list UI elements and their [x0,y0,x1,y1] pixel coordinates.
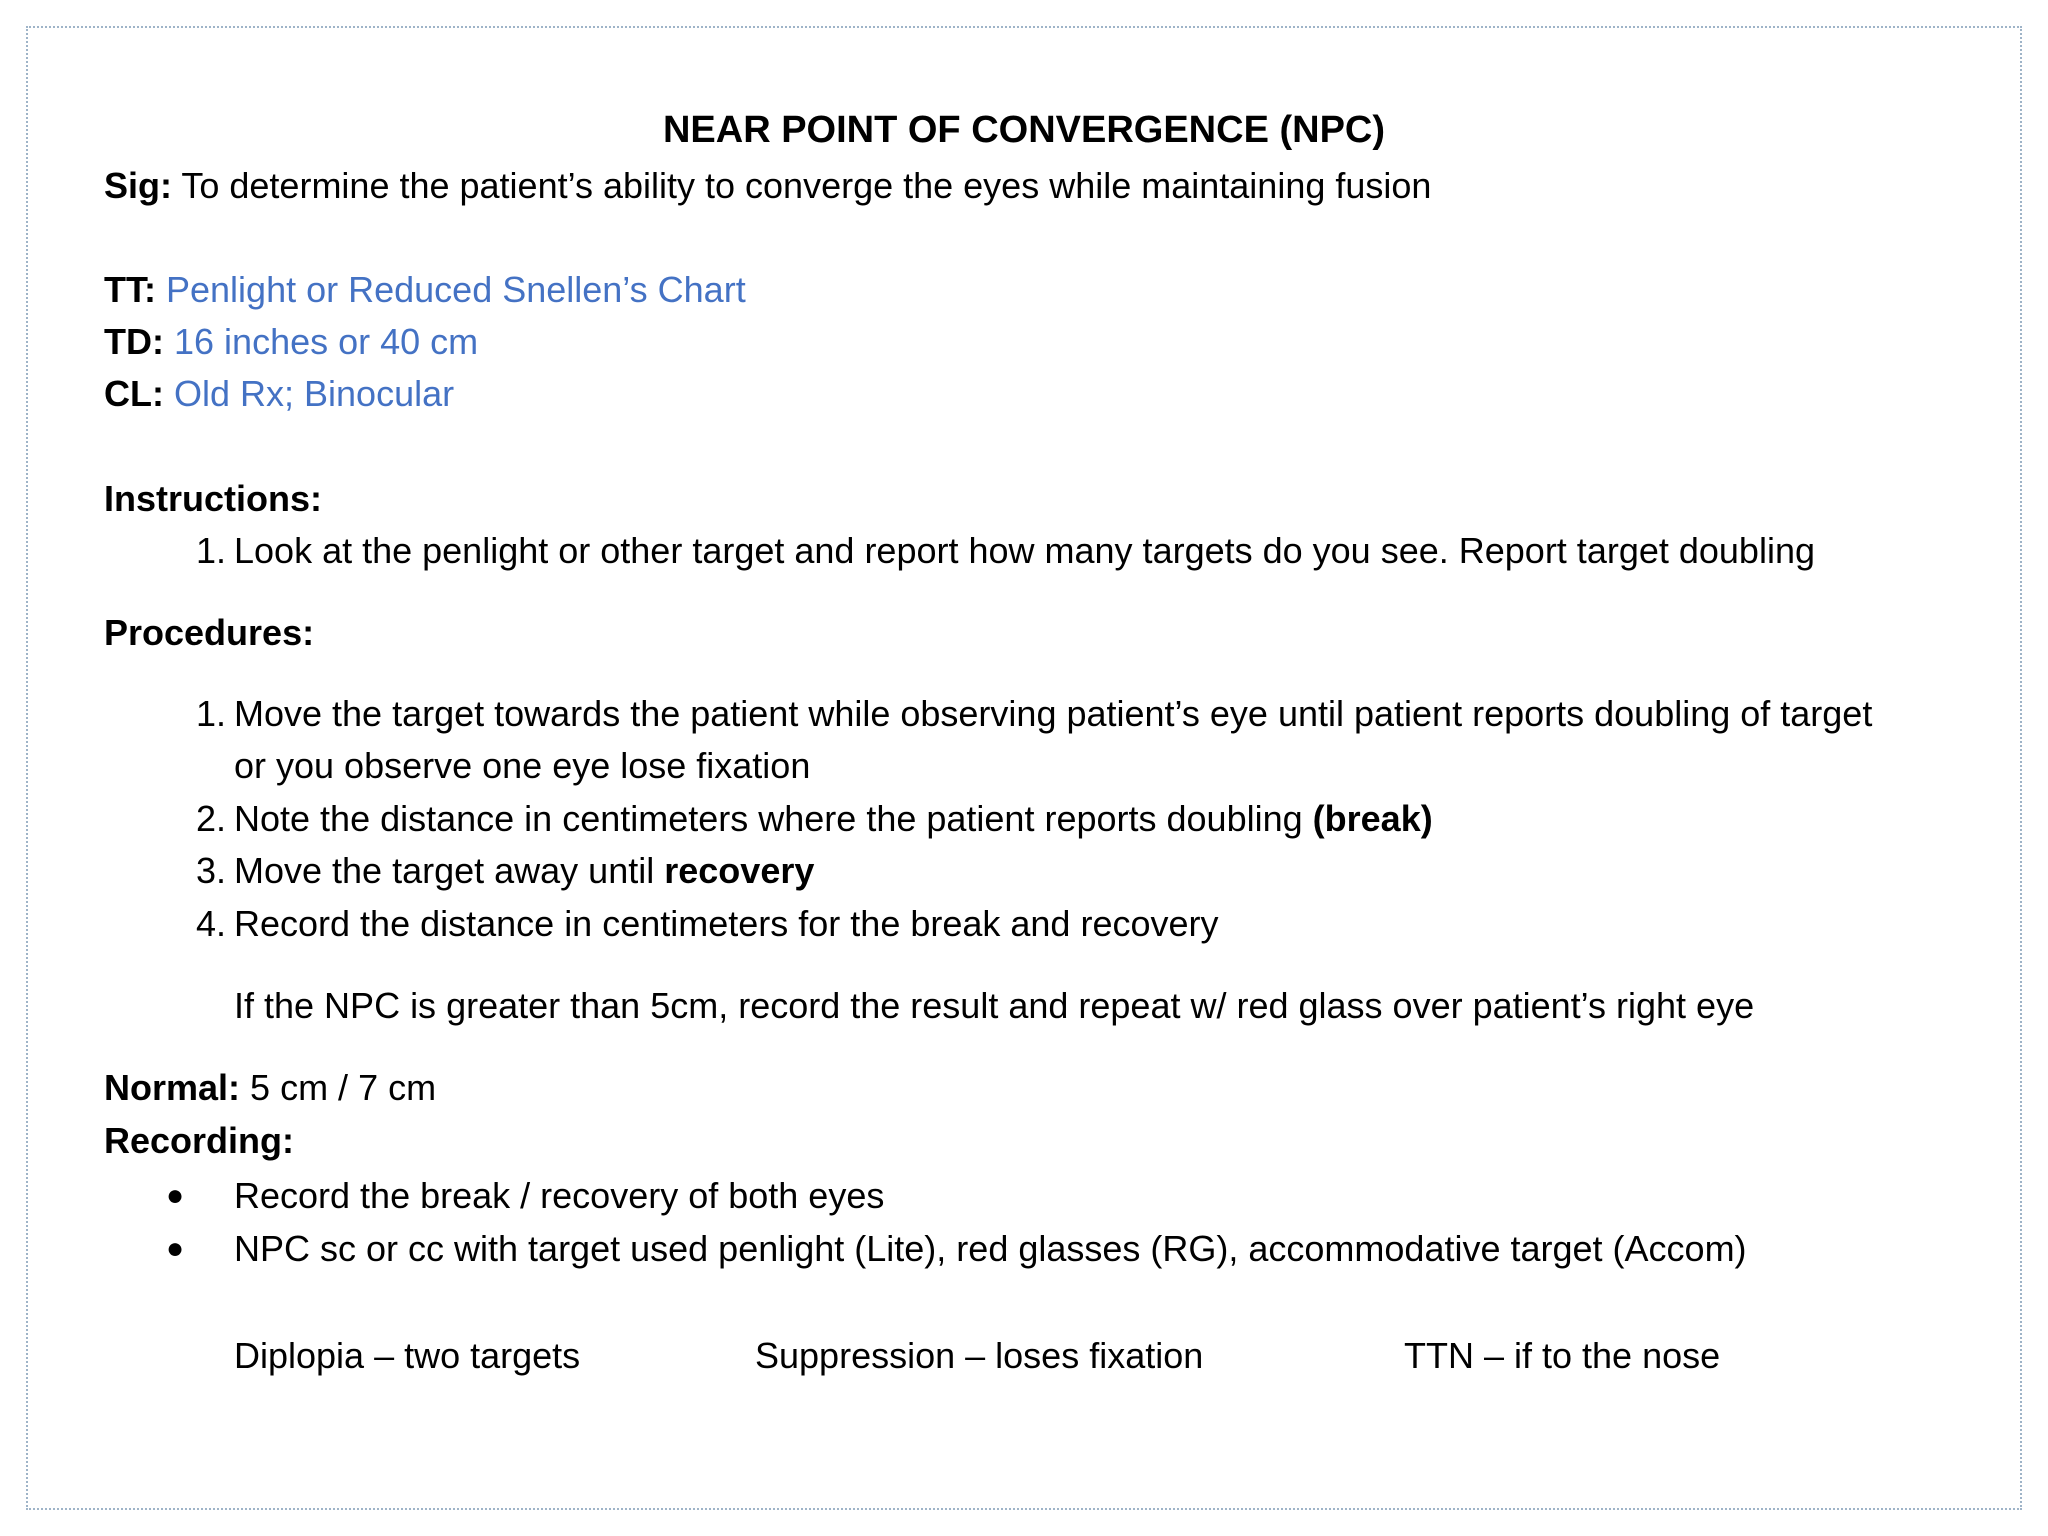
procedure-item-text [234,793,1433,845]
normal-line [104,1062,436,1114]
field-tt-value: Penlight or Reduced Snellen’s Chart [166,269,746,310]
recording-bullet-text: NPC sc or cc with target used penlight (Lite), red glasses (RG), accommodative target (Accom) [234,1228,1747,1269]
procedure-note: If the NPC is greater than 5cm, record the result and repeat w/ red glass over patient’s right eye [234,985,1755,1026]
field-td [104,316,478,368]
sig-line [104,160,1431,212]
page-title: NEAR POINT OF CONVERGENCE (NPC) [662,109,1386,151]
recording-heading: Recording: [104,1120,295,1161]
procedure-item-number: 2. [195,798,226,839]
normal-label: Normal: [104,1067,241,1108]
procedure-item-number: 1. [195,693,226,734]
procedure-item-text [234,845,814,897]
field-tt [104,264,746,316]
procedure-item-text-continued: or you observe one eye lose fixation [234,745,811,786]
field-td-label: TD: [104,321,164,362]
legend-ttn: TTN – if to the nose [1404,1335,1721,1376]
recording-bullet-text: Record the break / recovery of both eyes [234,1175,885,1216]
procedure-item-number: 4. [195,903,226,944]
bullet-icon: ● [166,1179,185,1212]
normal-value: 5 cm / 7 cm [250,1067,437,1108]
field-cl-value: Old Rx; Binocular [174,373,455,414]
legend-diplopia: Diplopia – two targets [234,1335,581,1376]
instructions-heading: Instructions: [104,478,323,519]
bullet-icon: ● [166,1232,185,1265]
legend-suppression: Suppression – loses fixation [755,1335,1204,1376]
procedure-item-bold: (break) [1312,798,1433,839]
procedure-item-plain: Note the distance in centimeters where the patient reports doubling [234,798,1303,839]
instructions-item-text: Look at the penlight or other target and report how many targets do you see. Report target doubling [234,530,1815,571]
instructions-item-number: 1. [195,530,226,571]
field-cl [104,368,454,420]
sig-label: Sig: [104,165,172,206]
procedure-item-text: Move the target towards the patient while observing patient’s eye until patient reports doubling of target [234,693,1873,734]
procedure-item-text: Record the distance in centimeters for the break and recovery [234,903,1219,944]
procedure-item-number: 3. [195,850,226,891]
field-td-value: 16 inches or 40 cm [174,321,479,362]
field-tt-label: TT: [104,269,156,310]
procedures-heading: Procedures: [104,612,315,653]
sig-text: To determine the patient’s ability to converge the eyes while maintaining fusion [181,165,1432,206]
procedure-item-bold: recovery [664,850,815,891]
field-cl-label: CL: [104,373,164,414]
procedure-item-plain: Move the target away until [234,850,655,891]
